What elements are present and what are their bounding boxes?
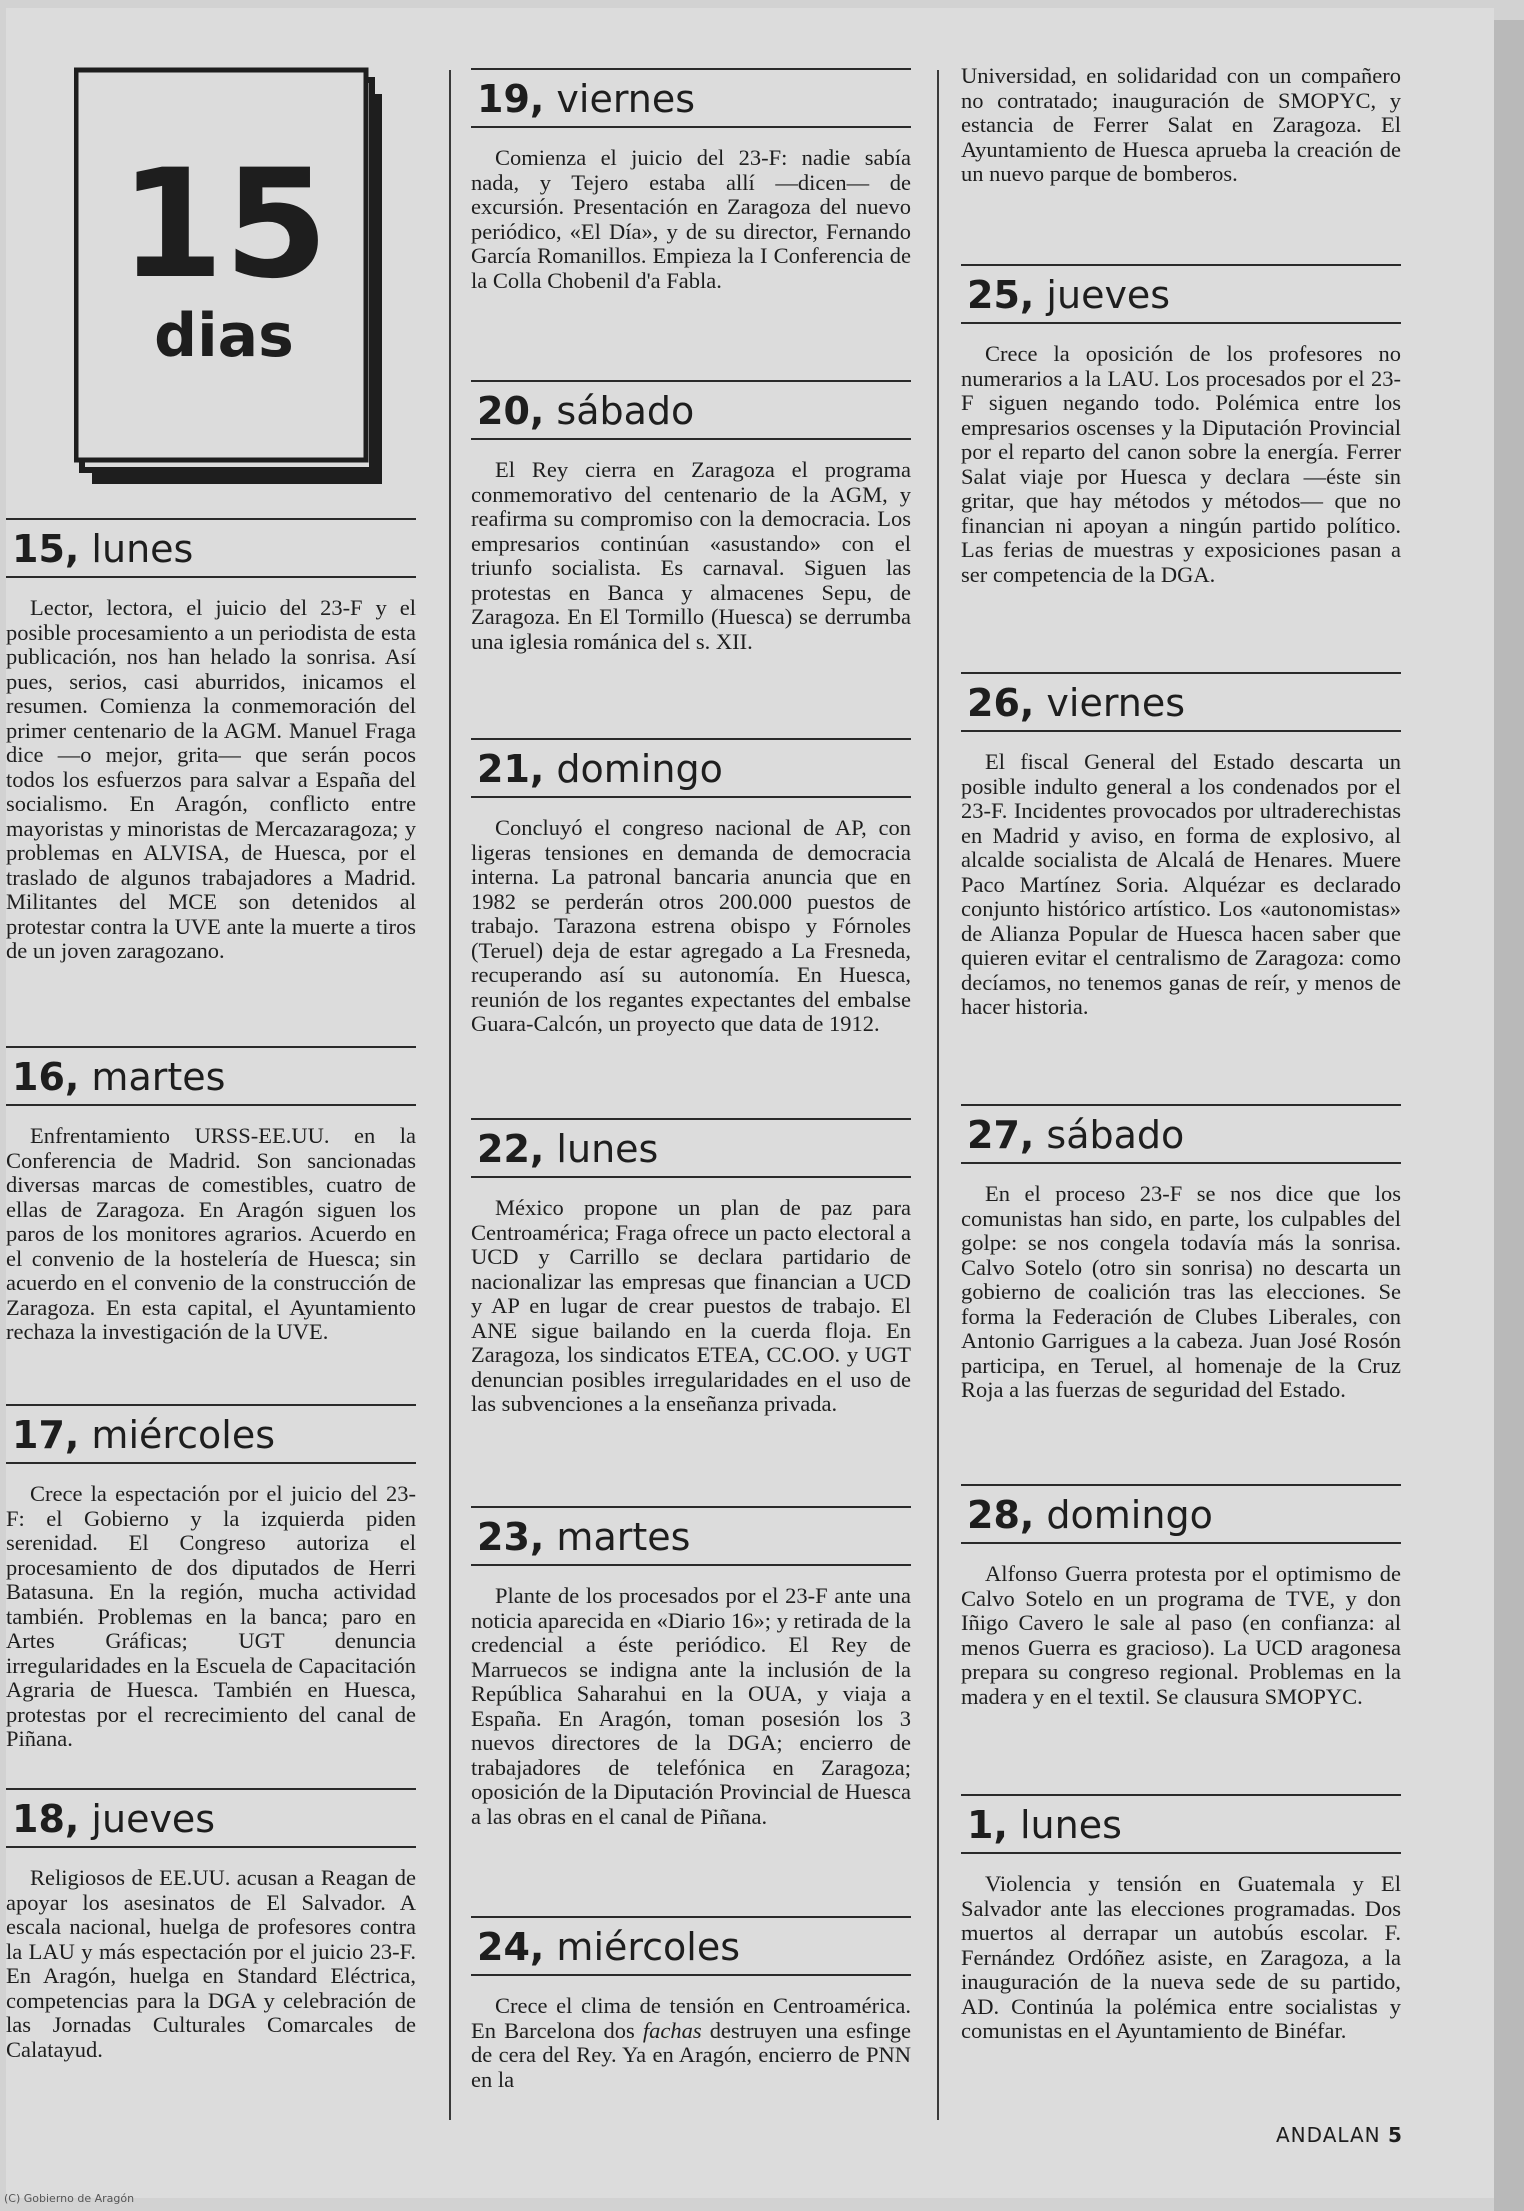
day-text: Religiosos de EE.UU. acusan a Reagan de apoyar los asesinatos de El Salvador. A escala nacional, huelga de profesores contra la LAU y más espectación por el juicio 23-F. En Aragón, huelga en Standard Eléctrica, competencias para la DGA y celebración de las Jornadas Culturales Comarcales de Calatayud. xyxy=(6,1865,416,2062)
day-name: viernes xyxy=(556,77,696,121)
day-name: viernes xyxy=(1046,681,1186,725)
day-name: jueves xyxy=(91,1797,216,1841)
day-entry xyxy=(6,518,416,964)
emphasis: fachas xyxy=(642,2017,702,2043)
page-edge xyxy=(1494,20,1524,2211)
day-heading: 22, lunes xyxy=(471,1126,911,1178)
day-name: lunes xyxy=(1019,1803,1122,1847)
day-name: martes xyxy=(91,1055,226,1099)
day-text: Crece la espectación por el juicio del 23-F: el Gobierno y la izquierda piden serenidad. El Congreso autoriza el procesamiento de dos diputados de Herri Batasuna. En la región, mucha actividad también. Problemas en la banca; paro en Artes Gráficas; UGT denuncia irregularidades en la Escuela de Capacitación Agraria de Huesca. También en Huesca, protestas por el recrecimiento del canal de Piñana. xyxy=(6,1481,416,1751)
day-number: 24 xyxy=(477,1925,530,1969)
day-text: El Rey cierra en Zaragoza el programa conmemorativo del centenario de la AGM, y reafirma su compromiso con la democracia. Los empresarios continúan «asustando» con el triunfo socialista. Es carnaval. Siguen las protestas en Banca y almacenes Sepu, de Zaragoza. En El Tormillo (Huesca) se derrumba una iglesia románica del s. XII. xyxy=(471,457,911,654)
day-number: 16 xyxy=(12,1055,65,1099)
day-heading: 21, domingo xyxy=(471,746,911,798)
day-entry xyxy=(6,1788,416,2062)
day-text: Plante de los procesados por el 23-F ante una noticia aparecida en «Diario 16»; y retirada de la credencial a éste periódico. El Rey de Marruecos se indigna ante la inclusión de la República Saharahui en la OUA, y viaja a España. En Aragón, toman posesión los 3 nuevos directores de la DGA; encierro de trabajadores de telefónica en Zaragoza; oposición de la Diputación Provincial de Huesca a las obras en el canal de Piñana. xyxy=(471,1583,911,1829)
day-text: Comienza el juicio del 23-F: nadie sabía nada, y Tejero estaba allí —dicen— de excursión. Presentación en Zaragoza del nuevo periódico, «El Día», y de su director, Fernando García Romanillos. Empieza la I Conferencia de la Colla Chobenil d'a Fabla. xyxy=(471,145,911,293)
day-entry xyxy=(471,738,911,1037)
day-text: Concluyó el congreso nacional de AP, con ligeras tensiones en demanda de democracia interna. La patronal bancaria anuncia que en 1982 se perderán otros 200.000 puestos de trabajo. Tarazona estrena obispo y Fórnoles (Teruel) deja de estar agregado a La Fresneda, recuperando así su autonomía. En Huesca, reunión de los regantes expectantes del embalse Guara-Calcón, un proyecto que data de 1912. xyxy=(471,815,911,1036)
day-entry xyxy=(961,1484,1401,1709)
day-entry xyxy=(471,380,911,654)
day-heading: 27, sábado xyxy=(961,1112,1401,1164)
day-number: 26 xyxy=(967,681,1020,725)
day-entry xyxy=(471,1916,911,2092)
day-entry xyxy=(961,1794,1401,2044)
day-text: Violencia y tensión en Guatemala y El Salvador ante las elecciones programadas. Dos muertos al derrapar un autobús escolar. F. Fernández Ordóñez asiste, en Zaragoza, a la inauguración de la nueva sede de su partido, AD. Continúa la polémica entre socialistas y comunistas en el Ayuntamiento de Binéfar. xyxy=(961,1871,1401,2043)
day-number: 1 xyxy=(967,1803,994,1847)
day-text: México propone un plan de paz para Centroamérica; Fraga ofrece un pacto electoral a UCD y Carrillo se declara partidario de nacionalizar las empresas que financian a UCD y AP en lugar de crear puestos de trabajo. El ANE sigue bailando en la cuerda floja. En Zaragoza, los sindicatos ETEA, CC.OO. y UGT denuncian posibles irregularidades en el uso de las subvenciones a la enseñanza privada. xyxy=(471,1195,911,1416)
day-heading: 19, viernes xyxy=(471,76,911,128)
day-heading: 23, martes xyxy=(471,1514,911,1566)
day-entry xyxy=(6,1046,416,1345)
day-number: 15 xyxy=(12,527,65,571)
day-number: 23 xyxy=(477,1515,530,1559)
day-name: miércoles xyxy=(91,1413,276,1457)
fifteen-days-logo xyxy=(74,66,394,486)
day-name: sábado xyxy=(1046,1113,1185,1157)
day-number: 25 xyxy=(967,273,1020,317)
column-divider xyxy=(449,70,451,2120)
day-entry xyxy=(6,1404,416,1752)
day-number: 20 xyxy=(477,389,530,433)
day-entry xyxy=(471,1506,911,1829)
logo-number: 15 xyxy=(119,138,329,312)
day-heading: 24, miércoles xyxy=(471,1924,911,1976)
day-entry xyxy=(471,68,911,293)
day-entry xyxy=(961,264,1401,587)
day-number: 18 xyxy=(12,1797,65,1841)
day-number: 28 xyxy=(967,1493,1020,1537)
day-number: 27 xyxy=(967,1113,1020,1157)
day-name: jueves xyxy=(1046,273,1171,317)
continued-text: Universidad, en solidaridad con un compañero no contratado; inauguración de SMOPYC, y estancia de Ferrer Salat en Zaragoza. El Ayuntamiento de Huesca aprueba la creación de un nuevo parque de bomberos. xyxy=(961,63,1401,186)
day-continuation xyxy=(961,64,1401,187)
day-number: 19 xyxy=(477,77,530,121)
day-name: domingo xyxy=(1046,1493,1213,1537)
day-text: Enfrentamiento URSS-EE.UU. en la Conferencia de Madrid. Son sancionadas diversas marcas de comestibles, cuatro de ellas de Zaragoza. En Aragón siguen los paros de los monitores agrarios. Acuerdo en el convenio de la hostelería de Huesca; sin acuerdo en el convenio de la construcción de Zaragoza. En esta capital, el Ayuntamiento rechaza la investigación de la UVE. xyxy=(6,1123,416,1344)
day-heading: 25, jueves xyxy=(961,272,1401,324)
day-heading: 28, domingo xyxy=(961,1492,1401,1544)
day-text: Crece el clima de tensión en Centroamérica. En Barcelona dos fachas destruyen una esfinge de cera del Rey. Ya en Aragón, encierro de PNN en la xyxy=(471,1993,912,2092)
day-heading: 1, lunes xyxy=(961,1802,1401,1854)
page-number: 5 xyxy=(1387,2123,1403,2147)
day-text: Crece la oposición de los profesores no numerarios a la LAU. Los procesados por el 23-F siguen negando todo. Polémica entre los empresarios oscenses y la Diputación Provincial por el reparto del canon sobre la energía. Ferrer Salat viaje por Huesca y declara —éste sin gritar, que hay métodos y métodos— que no financian ni apoyan a ningún partido político. Las ferias de muestras y exposiciones pasan a ser competencia de la DGA. xyxy=(961,341,1401,587)
day-heading: 16, martes xyxy=(6,1054,416,1106)
day-entry xyxy=(471,1118,911,1417)
page-footer xyxy=(1276,2123,1403,2147)
column-divider xyxy=(937,70,939,2120)
day-number: 21 xyxy=(477,747,530,791)
day-text: El fiscal General del Estado descarta un posible indulto general a los condenados por el 23-F. Incidentes provocados por ultraderechistas en Madrid y aviso, en forma de explosivo, al alcalde socialista de Alcalá de Henares. Muere Paco Martínez Soria. Alquézar es declarado conjunto histórico artístico. Los «autonomistas» de Alianza Popular de Huesca hacen saber que quieren evitar el centralismo de Zaragoza: como decíamos, no tenemos ganas de reír, y menos de hacer historia. xyxy=(961,749,1401,1019)
day-entry xyxy=(961,672,1401,1020)
day-name: domingo xyxy=(556,747,723,791)
day-name: martes xyxy=(556,1515,691,1559)
day-name: lunes xyxy=(91,527,194,571)
day-heading: 18, jueves xyxy=(6,1796,416,1848)
magazine-page xyxy=(6,8,1494,2198)
day-number: 17 xyxy=(12,1413,65,1457)
day-entry xyxy=(961,1104,1401,1403)
day-heading: 26, viernes xyxy=(961,680,1401,732)
day-name: lunes xyxy=(556,1127,659,1171)
day-name: sábado xyxy=(556,389,695,433)
day-heading: 15, lunes xyxy=(6,526,416,578)
day-text: Alfonso Guerra protesta por el optimismo de Calvo Sotelo en un programa de TVE, y don Iñigo Cavero le sale al paso (en confianza: al menos Guerra es gracioso). La UCD aragonesa prepara su congreso regional. Problemas en la madera y en el textil. Se clausura SMOPYC. xyxy=(961,1561,1401,1709)
publication-name: ANDALAN xyxy=(1276,2123,1381,2147)
day-text: Lector, lectora, el juicio del 23-F y el posible procesamiento a un periodista de esta publicación, nos han helado la sonrisa. Así pues, serios, casi aburridos, inicamos el resumen. Comienza la conmemoración del primer centenario de la AGM. Manuel Fraga dice —o mejor, grita— que serán pocos todos los esfuerzos para salvar a España del socialismo. En Aragón, conflicto entre mayoristas y minoristas de Mercazaragoza; y problemas en ALVISA, de Huesca, por el traslado de algunos trabajadores a Madrid. Militantes del MCE son detenidos al protestar contra la UVE ante la muerte a tiros de un joven zaragozano. xyxy=(6,595,416,963)
day-heading: 17, miércoles xyxy=(6,1412,416,1464)
day-text: En el proceso 23-F se nos dice que los comunistas han sido, en parte, los culpables del golpe: se nos congela todavía más la sonrisa. Calvo Sotelo (otro sin sonrisa) no descarta un gobierno de coalición tras las elecciones. Se forma la Federación de Clubes Liberales, con Antonio Garrigues a la cabeza. Juan José Rosón participa, en Teruel, al homenaje de la Cruz Roja a las fuerzas de seguridad del Estado. xyxy=(961,1181,1401,1402)
logo-word: dias xyxy=(154,301,294,371)
day-name: miércoles xyxy=(556,1925,741,1969)
copyright-notice: (C) Gobierno de Aragón xyxy=(4,2192,135,2205)
day-number: 22 xyxy=(477,1127,530,1171)
day-heading: 20, sábado xyxy=(471,388,911,440)
